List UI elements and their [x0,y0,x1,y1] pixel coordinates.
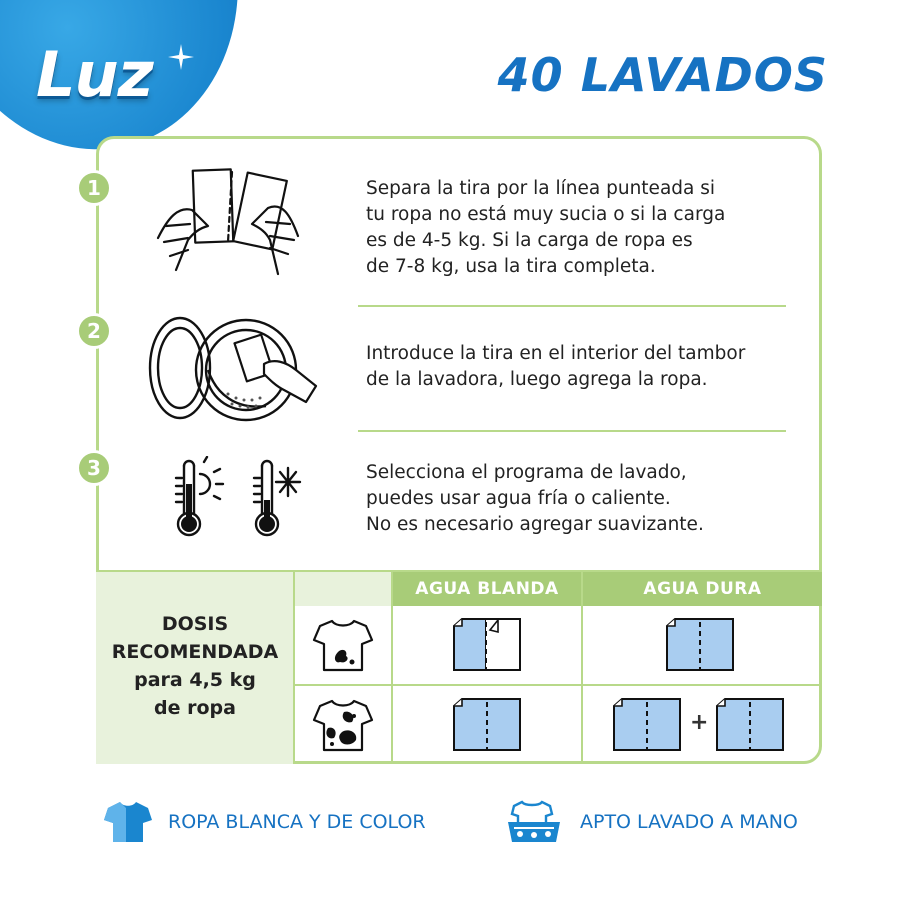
step-1-text: Separa la tira por la línea punteada si tu ropa no está muy sucia o si la carga es de 4-5 kg. Si la carga de ropa es de 7-8 kg, usa la tira completa. [366,178,726,277]
table-border [293,572,295,764]
washing-machine-drum-icon [146,314,322,424]
column-header-hard-water: AGUA DURA [583,572,822,606]
heavy-stain-shirt-icon [312,698,374,752]
page-title: 40 LAVADOS [497,48,828,102]
light-stain-shirt-icon [312,618,374,672]
dosage-label: DOSIS RECOMENDADA para 4,5 kg de ropa [111,613,279,719]
step-divider [358,305,786,307]
footer-hand-wash [506,800,798,844]
sparkle-icon [168,44,194,70]
table-border [581,572,583,764]
step-3-badge: 3 [76,450,112,486]
one-strip-icon [612,698,682,752]
step-3-text: Selecciona el programa de lavado, puedes usar agua fría o caliente. No es necesario agregar suavizante. [366,462,704,535]
one-strip-icon [665,618,735,672]
hands-tearing-strip-icon [148,166,308,282]
footer-left-text: ROPA BLANCA Y DE COLOR [168,811,426,833]
brand-logo: Luz [36,38,153,111]
shirt-icon [104,800,152,844]
table-border [391,572,393,764]
hand-wash-basin-icon [506,800,562,844]
step-divider [358,430,786,432]
one-strip-icon [715,698,785,752]
table-border [293,684,822,686]
half-strip-icon [452,618,522,672]
step-2-badge: 2 [76,313,112,349]
plus-sign: + [690,710,709,735]
footer-white-color-clothes [104,800,426,844]
footer-right-text: APTO LAVADO A MANO [580,811,798,833]
column-header-blank [295,572,391,606]
step-2-text: Introduce la tira en el interior del tambor de la lavadora, luego agrega la ropa. [366,343,746,390]
column-header-soft-water: AGUA BLANDA [393,572,581,606]
step-1-badge: 1 [76,170,112,206]
one-strip-icon [452,698,522,752]
thermometer-icons [170,456,310,542]
